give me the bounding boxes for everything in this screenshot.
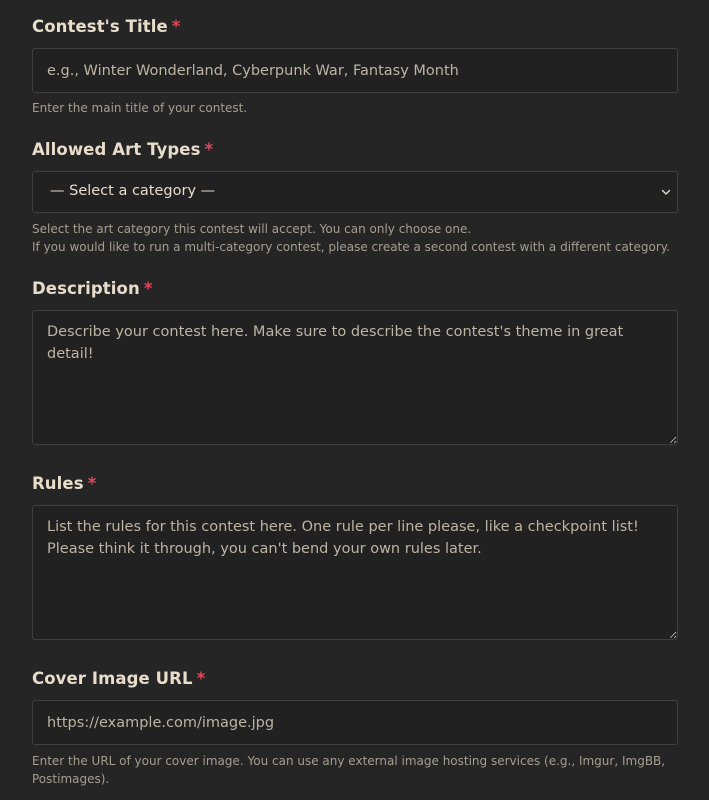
required-asterisk: * [143,279,153,298]
required-asterisk: * [87,474,97,493]
cover-image-help-line-1: Enter the URL of your cover image. You can use any external image hosting services (e.g., Imgur, ImgBB, [32,754,666,768]
cover-image-help-line-2: Postimages). [32,772,110,786]
title-label-text: Contest's Title [32,17,168,36]
art-types-label [32,140,213,159]
title-help-text [32,99,678,117]
required-asterisk: * [196,669,206,688]
description-label [32,279,153,298]
art-types-help-text [32,220,678,256]
art-types-help-line-2: If you would like to run a multi-category contest, please create a second contest with a different category. [32,240,670,254]
chevron-down-icon [659,185,673,199]
select-selected-value: — Select a category — [50,183,216,199]
contest-title-input[interactable] [32,48,678,93]
art-types-help-line-1: Select the art category this contest will accept. You can only choose one. [32,222,472,236]
description-label-text: Description [32,279,140,298]
art-category-select[interactable] [32,171,678,213]
cover-image-help-text [32,752,678,788]
cover-image-label [32,669,205,688]
required-asterisk: * [204,140,214,159]
art-types-label-text: Allowed Art Types [32,140,201,159]
description-textarea[interactable] [32,310,678,445]
cover-image-url-input[interactable] [32,700,678,745]
cover-image-label-text: Cover Image URL [32,669,193,688]
rules-label-text: Rules [32,474,84,493]
required-asterisk: * [171,17,181,36]
title-help-line: Enter the main title of your contest. [32,101,248,115]
title-label [32,17,180,36]
rules-textarea[interactable] [32,505,678,640]
rules-label [32,474,96,493]
